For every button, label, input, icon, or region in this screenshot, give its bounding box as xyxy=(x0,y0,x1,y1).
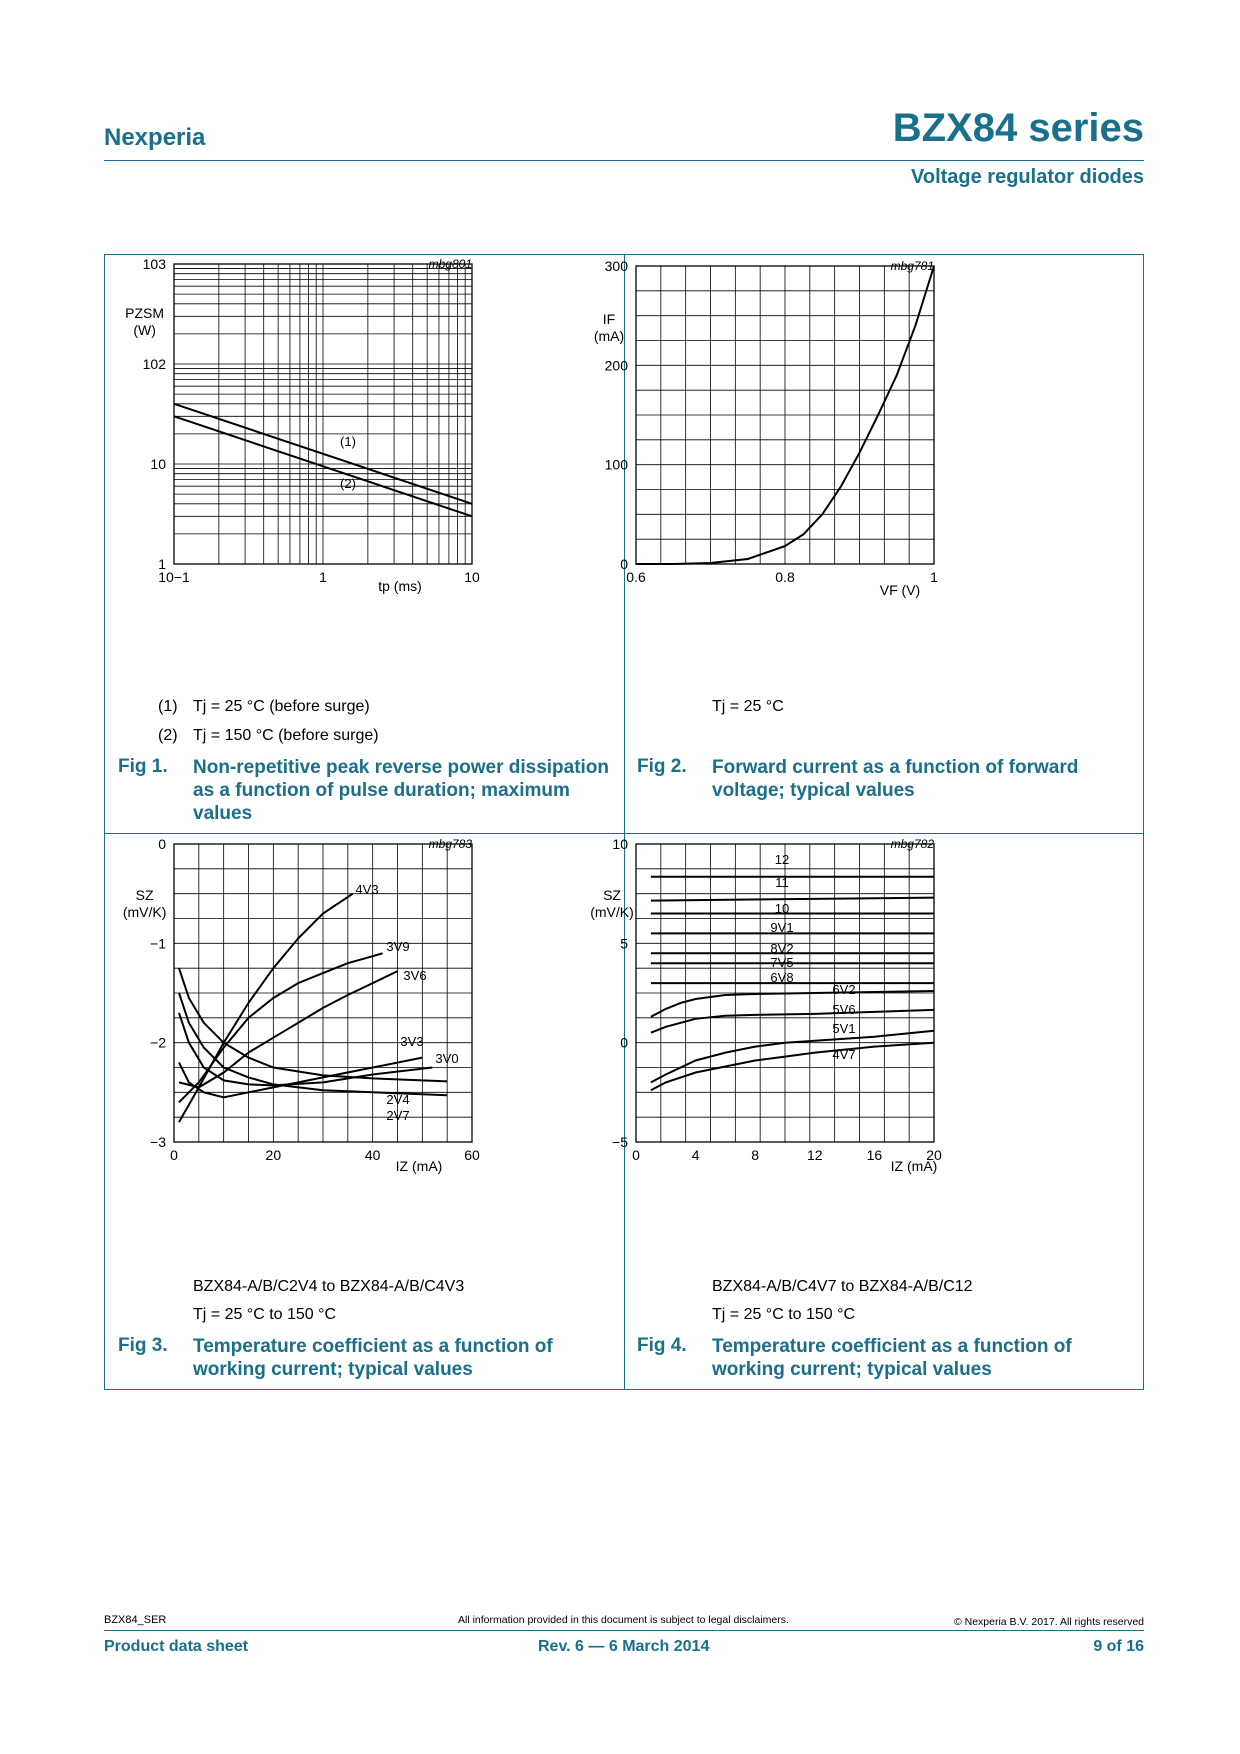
fig4-series-6V2 xyxy=(651,991,934,1017)
fig4-series-label: 4V7 xyxy=(832,1047,856,1062)
fig4-x-tick-label: 12 xyxy=(807,1147,823,1163)
fig3-series-label: 3V3 xyxy=(400,1034,424,1049)
fig4-series-4V7 xyxy=(651,1043,934,1091)
fig4-series-label: 6V2 xyxy=(832,982,856,997)
fig4-y-tick-label: 5 xyxy=(620,935,628,952)
footer-document-code: BZX84_SER xyxy=(104,1614,167,1626)
fig3-x-tick-label: 0 xyxy=(170,1147,178,1163)
footer-rule xyxy=(104,1630,1144,1631)
fig1-y-tick-label: 102 xyxy=(142,356,166,372)
fig4-x-tick-label: 0 xyxy=(632,1147,640,1163)
fig4-chart xyxy=(590,834,1144,1274)
fig3-series-4V3 xyxy=(179,894,353,1122)
fig4-series-label: 7V5 xyxy=(770,955,794,970)
fig4-x-tick-label: 8 xyxy=(751,1147,760,1163)
fig3-caption: Temperature coefficient as a function of working current; typical values xyxy=(193,1336,553,1380)
fig3-y-axis-unit: (mV/K) xyxy=(122,904,167,920)
fig3-y-tick-label: −2 xyxy=(150,1034,166,1051)
fig3-series-label: 3V6 xyxy=(403,968,427,983)
fig2-grid xyxy=(636,266,934,564)
fig2-x-tick-label: 1 xyxy=(930,569,938,585)
fig2-y-axis-label: IF xyxy=(602,311,616,327)
footer-copyright: © Nexperia B.V. 2017. All rights reserved xyxy=(953,1616,1144,1628)
fig4-caption: Temperature coefficient as a function of working current; typical values xyxy=(712,1336,1072,1380)
fig1-x-tick-label: 10 xyxy=(464,569,480,585)
fig4-series-label: 5V1 xyxy=(832,1021,856,1036)
fig1-note-1-text: Tj = 25 °C (before surge) xyxy=(193,698,370,715)
brand-name: Nexperia xyxy=(104,124,206,151)
fig3-series-label: 3V9 xyxy=(386,939,410,954)
fig4-series-label: 5V6 xyxy=(832,1002,856,1017)
fig4-series-label: 6V8 xyxy=(770,970,794,985)
fig3-series-3V0 xyxy=(179,1013,432,1086)
fig4-number: Fig 4. xyxy=(637,1335,687,1356)
fig3-note-range: BZX84-A/B/C2V4 to BZX84-A/B/C4V3 xyxy=(193,1278,465,1295)
footer-document-type: Product data sheet xyxy=(104,1638,249,1655)
fig3-number: Fig 3. xyxy=(118,1335,168,1356)
fig3-tick-labels xyxy=(150,836,480,1163)
fig4-y-axis-label: SZ xyxy=(603,887,621,903)
fig4-y-tick-label: 0 xyxy=(620,1034,628,1051)
fig1-series-label: (2) xyxy=(340,476,356,491)
fig4-note-range: BZX84-A/B/C4V7 to BZX84-A/B/C12 xyxy=(712,1278,973,1295)
fig3-series-label: 2V4 xyxy=(386,1092,410,1107)
fig2-y-tick-label: 0 xyxy=(620,556,628,572)
fig4-series-11 xyxy=(651,898,934,901)
fig2-x-tick-label: 0.6 xyxy=(626,569,646,585)
fig1-note-2-text: Tj = 150 °C (before surge) xyxy=(193,727,379,744)
fig1-y-axis-unit: (W) xyxy=(133,322,156,338)
fig4-series-label: 10 xyxy=(774,901,790,916)
fig4-series-labels xyxy=(770,852,855,1062)
fig3-y-tick-label: −1 xyxy=(150,935,166,952)
fig1-tick-labels xyxy=(143,256,480,585)
fig3-series-label: 2V7 xyxy=(386,1108,410,1123)
fig2-y-axis-unit: (mA) xyxy=(593,328,625,344)
fig2-y-tick-label: 100 xyxy=(604,456,628,473)
fig1-note-2-index: (2) xyxy=(158,727,178,744)
fig1-grid xyxy=(174,264,472,564)
fig3-chart xyxy=(104,834,624,1274)
fig2-number: Fig 2. xyxy=(637,756,687,777)
fig3-series-label: 4V3 xyxy=(355,882,379,897)
fig4-note-temp: Tj = 25 °C to 150 °C xyxy=(712,1306,856,1323)
fig4-x-tick-label: 4 xyxy=(691,1147,700,1163)
fig2-caption: Forward current as a function of forward voltage; typical values xyxy=(712,757,1079,801)
fig1-y-axis-label: PZSM xyxy=(125,305,165,321)
fig4-series-label: 8V2 xyxy=(770,941,794,956)
fig1-caption: Non-repetitive peak reverse power dissipation as a function of pulse duration; maximum values xyxy=(193,757,610,824)
fig1-y-tick-label: 1 xyxy=(158,556,166,572)
fig1-x-tick-label: 10−1 xyxy=(158,569,190,585)
fig4-series-label: 12 xyxy=(774,852,790,867)
fig1-y-tick-label: 10 xyxy=(150,456,166,472)
fig3-curves xyxy=(179,894,447,1122)
fig4-series-label: 11 xyxy=(775,875,789,890)
fig4-y-tick-label: −5 xyxy=(612,1134,628,1150)
fig4-series-label: 9V1 xyxy=(770,920,794,935)
document-title: BZX84 series xyxy=(892,106,1144,150)
fig4-x-tick-label: 20 xyxy=(926,1147,942,1163)
fig3-x-axis-label: IZ (mA) xyxy=(395,1158,443,1174)
fig2-y-tick-label: 200 xyxy=(604,357,628,374)
fig4-x-tick-label: 16 xyxy=(866,1147,883,1163)
fig3-x-tick-label: 60 xyxy=(464,1147,480,1163)
fig2-x-axis-label: VF (V) xyxy=(879,582,921,598)
fig2-y-tick-label: 300 xyxy=(604,258,628,274)
fig3-figure-code: mbg783 xyxy=(428,837,472,851)
fig2-figure-code: mbg781 xyxy=(890,259,934,273)
fig4-x-axis-label: IZ (mA) xyxy=(890,1158,938,1174)
header-rule xyxy=(104,160,1144,161)
fig1-x-axis-label: tp (ms) xyxy=(378,578,422,594)
fig1-y-tick-label: 103 xyxy=(142,256,166,272)
fig3-note-temp: Tj = 25 °C to 150 °C xyxy=(193,1306,337,1323)
fig4-y-axis-unit: (mV/K) xyxy=(590,904,634,920)
footer-page-number: 9 of 16 xyxy=(1093,1638,1144,1655)
fig3-x-tick-label: 40 xyxy=(364,1147,381,1163)
fig2-chart xyxy=(593,254,1144,694)
fig3-series-label: 3V0 xyxy=(435,1051,459,1066)
fig1-series-label: (1) xyxy=(340,434,356,449)
fig1-note-1-index: (1) xyxy=(158,698,178,715)
fig3-grid xyxy=(174,844,472,1142)
fig1-figure-code: mbg801 xyxy=(428,257,472,271)
fig2-x-tick-label: 0.8 xyxy=(775,569,795,585)
fig4-y-tick-label: 10 xyxy=(612,836,628,852)
fig1-chart xyxy=(104,254,624,694)
fig4-figure-code: mbg782 xyxy=(890,837,934,851)
document-subtitle: Voltage regulator diodes xyxy=(911,166,1144,188)
footer-revision: Rev. 6 — 6 March 2014 xyxy=(538,1638,710,1655)
footer-disclaimer: All information provided in this document is subject to legal disclaimers. xyxy=(458,1614,789,1626)
fig2-tick-labels xyxy=(602,258,938,585)
fig3-y-tick-label: 0 xyxy=(158,836,166,852)
fig3-y-tick-label: −3 xyxy=(150,1134,166,1150)
fig4-series-5V6 xyxy=(651,1010,934,1033)
fig3-y-axis-label: SZ xyxy=(135,887,154,903)
fig1-number: Fig 1. xyxy=(118,756,168,777)
fig1-x-tick-label: 1 xyxy=(319,569,327,585)
fig3-x-tick-label: 20 xyxy=(265,1147,282,1163)
fig2-note: Tj = 25 °C xyxy=(712,698,784,715)
